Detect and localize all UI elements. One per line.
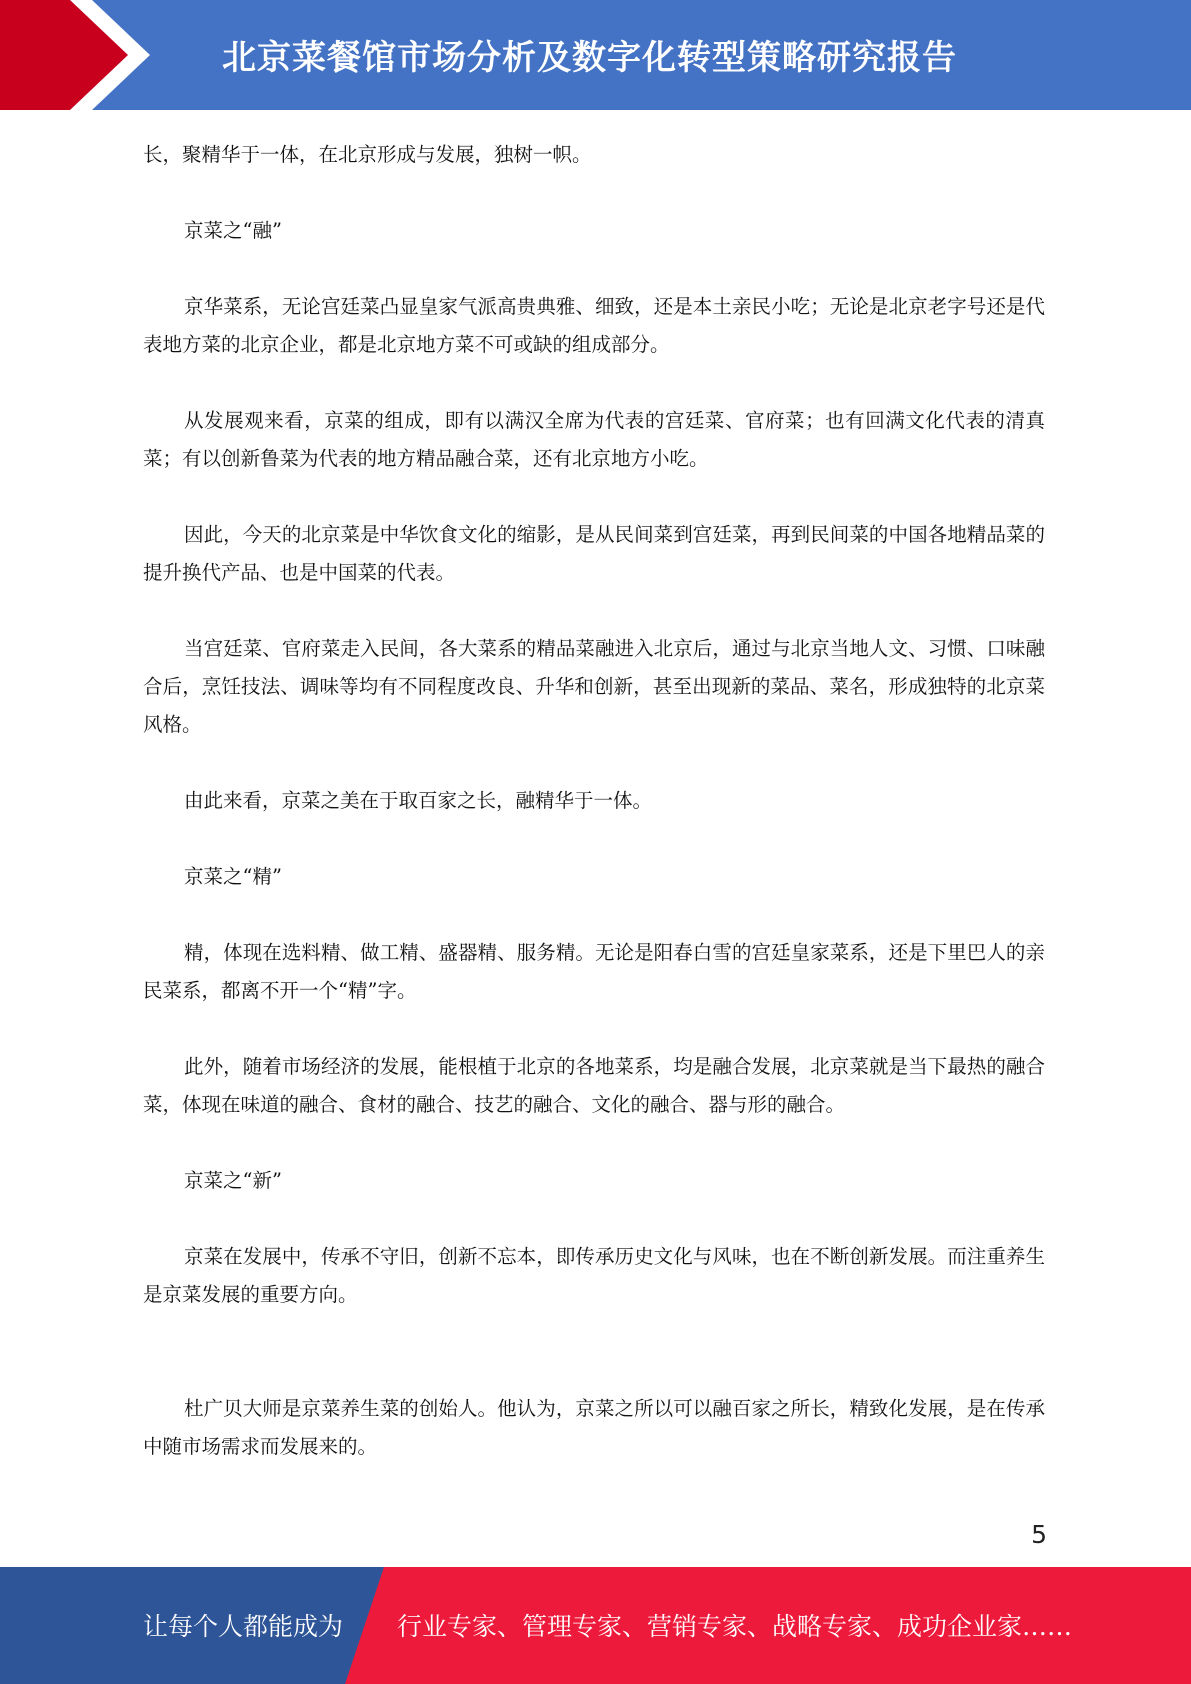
footer-slogan-left: 让每个人都能成为: [143, 1612, 344, 1641]
paragraph: 当宫廷菜、官府菜走入民间，各大菜系的精品菜融进入北京后，通过与北京当地人文、习惯、口味融合后，烹饪技法、调味等均有不同程度改良、升华和创新，甚至出现新的菜品、菜名，形成独特的北京菜风格。: [143, 637, 1045, 736]
paragraph: 京菜在发展中，传承不守旧，创新不忘本，即传承历史文化与风味，也在不断创新发展。而注重养生是京菜发展的重要方向。: [143, 1245, 1045, 1306]
paragraph: 杜广贝大师是京菜养生菜的创始人。他认为，京菜之所以可以融百家之所长，精致化发展，是在传承中随市场需求而发展来的。: [143, 1397, 1045, 1458]
page-header: [0, 0, 1191, 110]
body-text: [143, 136, 1045, 1504]
section-heading-jing: 京菜之“精”: [184, 865, 282, 888]
paragraph: 因此，今天的北京菜是中华饮食文化的缩影，是从民间菜到宫廷菜，再到民间菜的中国各地精品菜的提升换代产品、也是中国菜的代表。: [143, 523, 1045, 584]
header-chevron-decoration: [0, 0, 160, 110]
report-title: 北京菜餐馆市场分析及数字化转型策略研究报告: [222, 38, 957, 78]
paragraph: 此外，随着市场经济的发展，能根植于北京的各地菜系，均是融合发展，北京菜就是当下最热的融合菜，体现在味道的融合、食材的融合、技艺的融合、文化的融合、器与形的融合。: [143, 1055, 1045, 1116]
paragraph: 从发展观来看，京菜的组成，即有以满汉全席为代表的宫廷菜、官府菜；也有回满文化代表的清真菜；有以创新鲁菜为代表的地方精品融合菜，还有北京地方小吃。: [143, 409, 1045, 470]
section-heading-xin: 京菜之“新”: [184, 1169, 282, 1192]
paragraph-continuation: 长，聚精华于一体，在北京形成与发展，独树一帜。: [143, 143, 592, 166]
page-number: 5: [1031, 1520, 1047, 1549]
footer-slogan-right: 行业专家、管理专家、营销专家、战略专家、成功企业家……: [397, 1612, 1073, 1641]
paragraph: 京华菜系，无论宫廷菜凸显皇家气派高贵典雅、细致，还是本土亲民小吃；无论是北京老字号还是代表地方菜的北京企业，都是北京地方菜不可或缺的组成部分。: [143, 295, 1045, 356]
paragraph: 由此来看，京菜之美在于取百家之长，融精华于一体。: [184, 789, 653, 812]
page-footer: [0, 1567, 1191, 1684]
section-heading-rong: 京菜之“融”: [184, 219, 282, 242]
paragraph: 精，体现在选料精、做工精、盛器精、服务精。无论是阳春白雪的宫廷皇家菜系，还是下里巴人的亲民菜系，都离不开一个“精”字。: [143, 941, 1045, 1002]
